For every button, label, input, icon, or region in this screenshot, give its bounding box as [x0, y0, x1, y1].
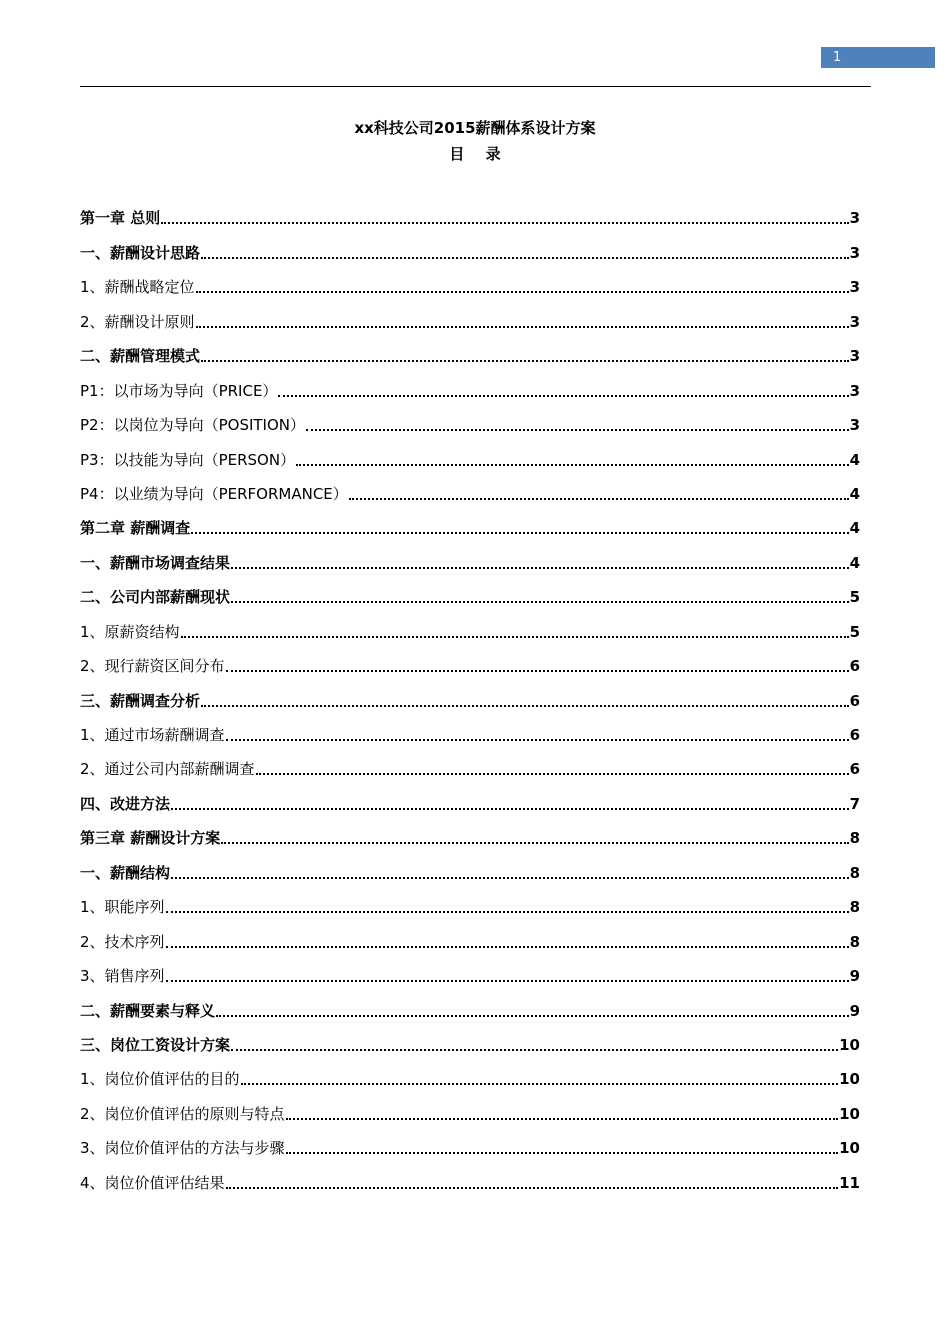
toc-entry-page: 10: [839, 1139, 860, 1158]
toc-entry-label: 第三章 薪酬设计方案: [80, 829, 221, 848]
toc-leader-dots: [201, 257, 849, 259]
toc-entry[interactable]: [80, 1093, 860, 1127]
toc-entry-page: 8: [849, 863, 860, 882]
toc-entry[interactable]: [80, 370, 860, 404]
toc-entry-page: 5: [849, 588, 860, 607]
document-title: xx科技公司2015薪酬体系设计方案: [354, 119, 596, 137]
toc-leader-dots: [171, 877, 849, 879]
toc-entry[interactable]: [80, 1059, 860, 1093]
toc-entry-label: 1、职能序列: [80, 898, 165, 917]
page-number: 1: [833, 50, 842, 65]
toc-entry[interactable]: [80, 439, 860, 473]
toc-leader-dots: [349, 498, 849, 500]
toc-leader-dots: [231, 1049, 838, 1051]
toc-entry-page: 11: [839, 1173, 860, 1192]
toc-entry[interactable]: [80, 715, 860, 749]
toc-entry-label: 2、技术序列: [80, 932, 165, 951]
toc-entry-label: P4：以业绩为导向（PERFORMANCE）: [80, 484, 348, 503]
toc-entry[interactable]: [80, 267, 860, 301]
toc-entry-page: 6: [849, 760, 860, 779]
toc-entry-label: 第一章 总则: [80, 209, 161, 228]
toc-entry-label: 1、岗位价值评估的目的: [80, 1070, 240, 1089]
toc-entry[interactable]: [80, 1128, 860, 1162]
toc-entry-page: 7: [849, 794, 860, 813]
toc-entry-label: 一、薪酬市场调查结果: [80, 553, 231, 572]
toc-entry-label: 四、改进方法: [80, 794, 171, 813]
toc-leader-dots: [166, 911, 849, 913]
toc-entry-page: 4: [849, 484, 860, 503]
toc-leader-dots: [306, 429, 849, 431]
toc-entry-label: 1、通过市场薪酬调查: [80, 726, 225, 744]
toc-leader-dots: [196, 291, 849, 293]
toc-entry-page: 4: [849, 519, 860, 538]
toc-leader-dots: [226, 739, 849, 741]
toc-entry[interactable]: [80, 818, 860, 852]
toc-entry-label: 2、岗位价值评估的原则与特点: [80, 1104, 285, 1123]
toc-entry-label: 三、薪酬调查分析: [80, 691, 201, 710]
toc-entry-page: 6: [849, 657, 860, 676]
toc-leader-dots: [201, 360, 849, 362]
toc-leader-dots: [171, 808, 849, 810]
toc-entry[interactable]: [80, 990, 860, 1024]
toc-entry[interactable]: [80, 232, 860, 266]
toc-leader-dots: [226, 670, 849, 672]
toc-entry[interactable]: [80, 921, 860, 955]
toc-entry[interactable]: [80, 646, 860, 680]
toc-leader-dots: [286, 1118, 839, 1120]
toc-entry-label: 1、原薪资结构: [80, 622, 180, 641]
toc-entry[interactable]: [80, 198, 860, 232]
toc-leader-dots: [181, 636, 849, 638]
toc-entry-label: 一、薪酬结构: [80, 863, 171, 882]
toc-entry-label: 2、现行薪资区间分布: [80, 657, 225, 676]
toc-heading: 目 录: [449, 145, 509, 163]
toc-entry[interactable]: [80, 749, 860, 783]
toc-entry-label: 3、销售序列: [80, 967, 165, 986]
toc-entry-page: 3: [849, 416, 860, 435]
toc-entry-label: 2、通过公司内部薪酬调查: [80, 760, 255, 779]
toc-entry-page: 4: [849, 450, 860, 469]
toc-entry-page: 3: [849, 381, 860, 400]
toc-leader-dots: [256, 773, 849, 775]
table-of-contents: [80, 198, 860, 1197]
toc-leader-dots: [226, 1187, 839, 1189]
page-number-badge: [821, 47, 935, 68]
toc-entry-page: 6: [849, 691, 860, 710]
toc-leader-dots: [296, 464, 848, 466]
toc-entry[interactable]: [80, 577, 860, 611]
toc-entry[interactable]: [80, 783, 860, 817]
toc-entry-label: 二、公司内部薪酬现状: [80, 588, 231, 607]
toc-entry-page: 3: [849, 243, 860, 262]
toc-leader-dots: [196, 326, 849, 328]
toc-entry[interactable]: [80, 680, 860, 714]
toc-leader-dots: [191, 532, 848, 534]
toc-leader-dots: [241, 1083, 839, 1085]
toc-leader-dots: [161, 222, 848, 224]
toc-entry-page: 9: [849, 967, 860, 986]
toc-entry-page: 9: [849, 1001, 860, 1020]
toc-entry-page: 8: [849, 932, 860, 951]
toc-entry-page: 8: [849, 898, 860, 917]
toc-leader-dots: [221, 842, 848, 844]
toc-entry[interactable]: [80, 611, 860, 645]
toc-entry-page: 10: [839, 1070, 860, 1089]
toc-entry-page: 3: [849, 209, 860, 228]
toc-leader-dots: [166, 980, 849, 982]
toc-entry-label: 1、薪酬战略定位: [80, 278, 195, 297]
toc-entry-label: 3、岗位价值评估的方法与步骤: [80, 1139, 285, 1158]
toc-entry-page: 10: [839, 1104, 860, 1123]
toc-leader-dots: [278, 395, 848, 397]
header-rule: [80, 86, 871, 87]
toc-entry-label: 三、岗位工资设计方案: [80, 1035, 231, 1054]
toc-entry[interactable]: [80, 1162, 860, 1196]
toc-entry[interactable]: [80, 1025, 860, 1059]
toc-leader-dots: [231, 567, 849, 569]
toc-entry[interactable]: [80, 542, 860, 576]
toc-entry-label: P1：以市场为导向（PRICE）: [80, 381, 278, 400]
toc-entry-label: 4、岗位价值评估结果: [80, 1173, 225, 1192]
toc-entry-label: 第二章 薪酬调查: [80, 519, 191, 538]
toc-entry[interactable]: [80, 301, 860, 335]
toc-entry-label: 二、薪酬管理模式: [80, 347, 201, 366]
toc-leader-dots: [286, 1152, 839, 1154]
toc-entry[interactable]: [80, 474, 860, 508]
toc-entry-label: 二、薪酬要素与释义: [80, 1001, 216, 1020]
toc-entry[interactable]: [80, 887, 860, 921]
toc-leader-dots: [231, 601, 849, 603]
toc-entry[interactable]: [80, 852, 860, 886]
toc-entry[interactable]: [80, 336, 860, 370]
toc-entry-page: 6: [849, 726, 860, 744]
toc-entry-page: 5: [849, 622, 860, 641]
toc-leader-dots: [216, 1015, 849, 1017]
toc-entry-page: 8: [849, 829, 860, 848]
toc-entry-label: P3：以技能为导向（PERSON）: [80, 450, 296, 469]
toc-entry-label: 2、薪酬设计原则: [80, 312, 195, 331]
toc-entry[interactable]: [80, 508, 860, 542]
toc-entry-page: 10: [839, 1035, 860, 1054]
toc-entry-page: 3: [849, 347, 860, 366]
toc-entry-page: 4: [849, 553, 860, 572]
toc-entry[interactable]: [80, 405, 860, 439]
toc-leader-dots: [166, 946, 849, 948]
toc-entry-page: 3: [849, 312, 860, 331]
toc-entry-label: 一、薪酬设计思路: [80, 243, 201, 262]
toc-leader-dots: [201, 705, 849, 707]
toc-entry[interactable]: [80, 956, 860, 990]
toc-entry-page: 3: [849, 278, 860, 297]
toc-entry-label: P2：以岗位为导向（POSITION）: [80, 416, 306, 435]
